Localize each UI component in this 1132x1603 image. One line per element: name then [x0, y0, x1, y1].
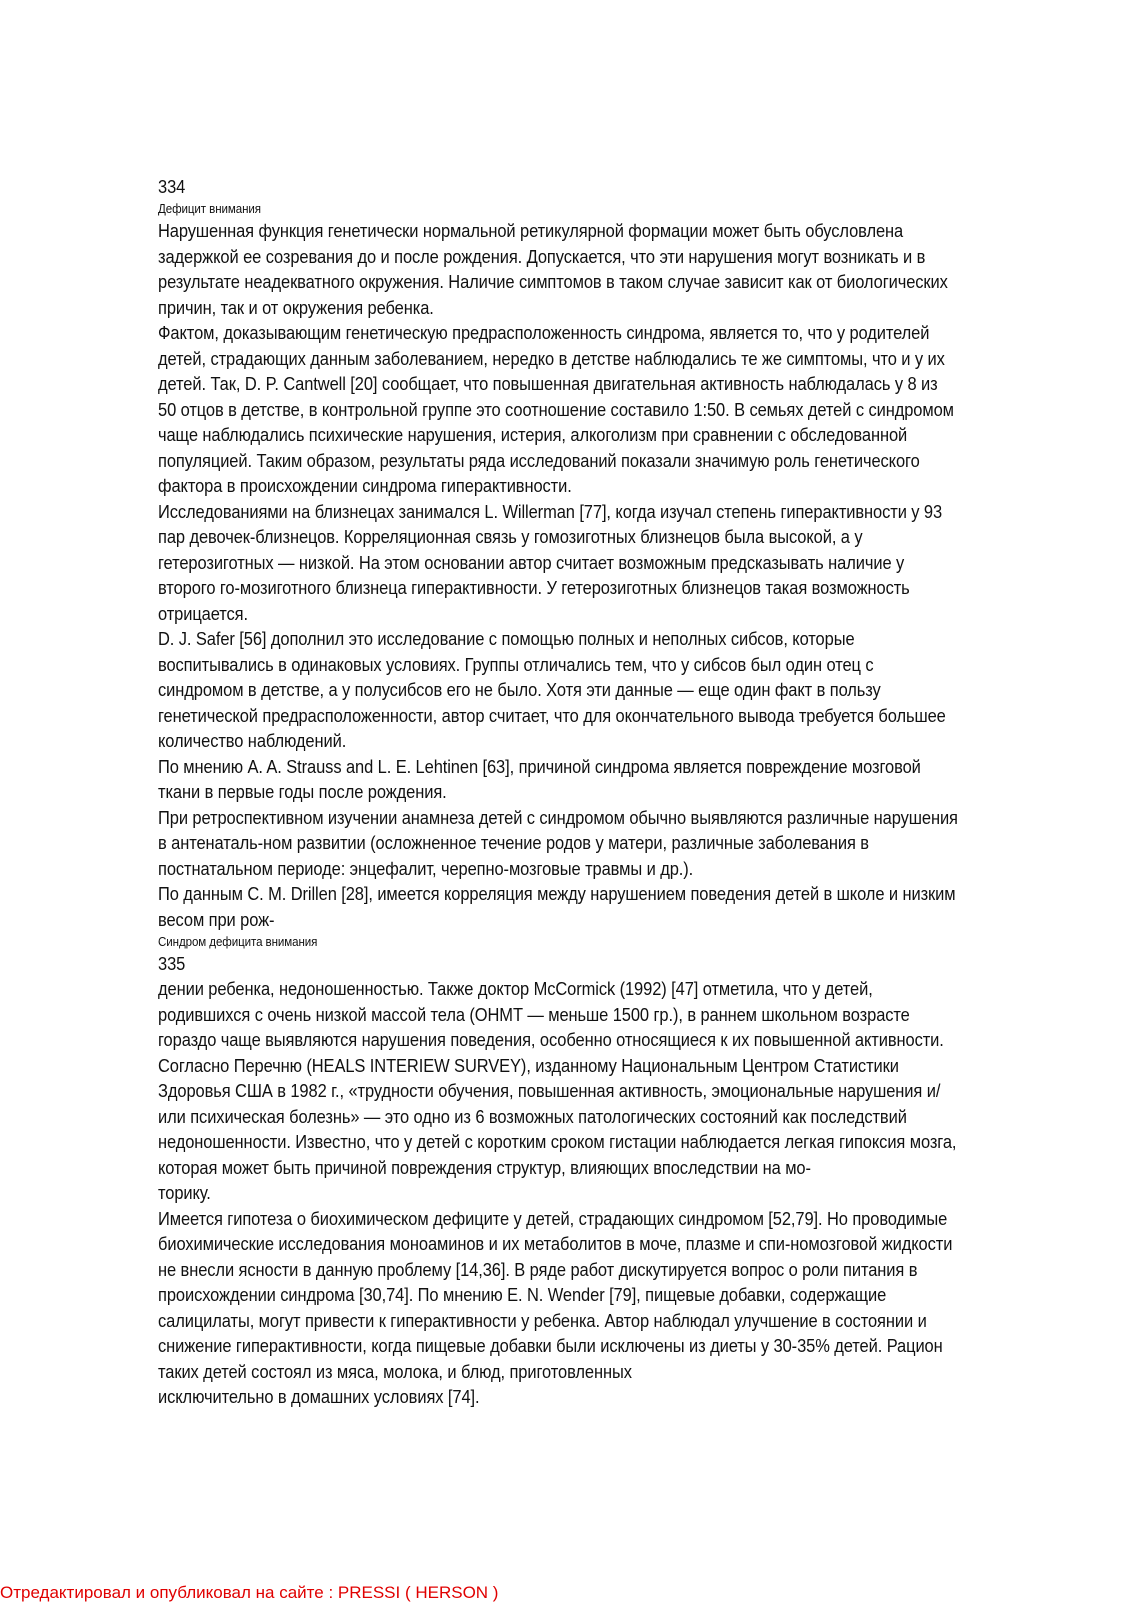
paragraph: D. J. Safer [56] дополнил это исследование с помощью полных и неполных сибсов, которые воспитывались в одинаковых условиях. Группы отличались тем, что у сибсов был один отец с синдромом в детстве, а у полусибсов его не было. Хотя эти данные — еще один факт в пользу генетической предрасположенности, автор считает, что для окончательного вывода требуется большее количество наблюдений. [158, 628, 946, 751]
paragraph: Исследованиями на близнецах занимался L. Willerman [77], когда изучал степень гиперактивности у 93 пар девочек-близнецов. Корреляционная связь у гомозиготных близнецов была высокой, а у гетерозиготных — низкой. На этом основании автор считает возможным предсказывать наличие у второго го-мозиготного близнеца гиперактивности. У гетерозиготных близнецов такая возможность отрицается. [158, 500, 943, 624]
page-content [158, 174, 959, 1410]
paragraph: исключительно в домашних условиях [74]. [158, 1386, 480, 1407]
page-number: 335 [158, 953, 186, 974]
running-header: Синдром дефицита внимания [158, 934, 318, 949]
paragraph: дении ребенка, недоношенностью. Также доктор McCormick (1992) [47] отметила, что у детей, родившихся с очень низкой массой тела (ОНМТ — меньше 1500 гр.), в раннем школьном возрасте гораздо чаще выявляются нарушения поведения, особенно относящиеся к их повышенной активности. Согласно Перечню (HEALS INTERIEW SURVEY), изданному Национальным Центром Статистики Здоровья США в 1982 г., «трудности обучения, повышенная активность, эмоциональные нарушения и/или психическая болезнь» — это одно из 6 возможных патологических состояний как последствий недоношенности. Известно, что у детей с коротким сроком гистации наблюдается легкая гипоксия мозга, которая может быть причиной повреждения структур, влияющих впоследствии на мо- [158, 978, 957, 1178]
paragraph: Нарушенная функция генетически нормальной ретикулярной формации может быть обусловлена задержкой ее созревания до и после рождения. Допускается, что эти нарушения могут возникать и в результате неадекватного окружения. Наличие симптомов в таком случае зависит как от биологических причин, так и от окружения ребенка. [158, 220, 948, 318]
paragraph: По данным C. M. Drillen [28], имеется корреляция между нарушением поведения детей в школе и низким весом при рож- [158, 883, 956, 930]
paragraph: Фактом, доказывающим генетическую предрасположенность синдрома, является то, что у родителей детей, страдающих данным заболеванием, нередко в детстве наблюдались те же симптомы, что и у их детей. Так, D. P. Cantwell [20] сообщает, что повышенная двигательная активность наблюдалась у 8 из 50 отцов в детстве, в контрольной группе это соотношение составило 1:50. В семьях детей с синдромом чаще наблюдались психические нарушения, истерия, алкоголизм при сравнении с обследованной популяцией. Таким образом, результаты ряда исследований показали значимую роль генетического фактора в происхождении синдрома гиперактивности. [158, 322, 954, 496]
paragraph: По мнению A. A. Strauss and L. E. Lehtinen [63], причиной синдрома является повреждение мозговой ткани в первые годы после рождения. [158, 755, 921, 802]
running-header: Дефицит внимания [158, 201, 261, 216]
paragraph: Имеется гипотеза о биохимическом дефиците у детей, страдающих синдромом [52,79]. Но проводимые биохимические исследования моноаминов и их метаболитов в моче, плазме и спи-номозговой жидкости не внесли ясности в данную проблему [14,36]. В ряде работ дискутируется вопрос о роли питания в происхождении синдрома [30,74]. По мнению E. N. Wender [79], пищевые добавки, содержащие салицилаты, могут привести к гиперактивности у ребенка. Автор наблюдал улучшение в состоянии и снижение гиперактивности, когда пищевые добавки были исключены из диеты у 30-35% детей. Рацион таких детей состоял из мяса, молока, и блюд, приготовленных [158, 1207, 953, 1382]
paragraph: При ретроспективном изучении анамнеза детей с синдромом обычно выявляются различные нарушения в антенаталь-ном развитии (осложненное течение родов у матери, различные заболевания в постнатальном периоде: энцефалит, черепно-мозговые травмы и др.). [158, 806, 958, 879]
page-number: 334 [158, 176, 186, 197]
footer-credit: Отредактировал и опубликовал на сайте : PRESSI ( HERSON ) [0, 1583, 499, 1602]
paragraph: торику. [158, 1182, 211, 1203]
